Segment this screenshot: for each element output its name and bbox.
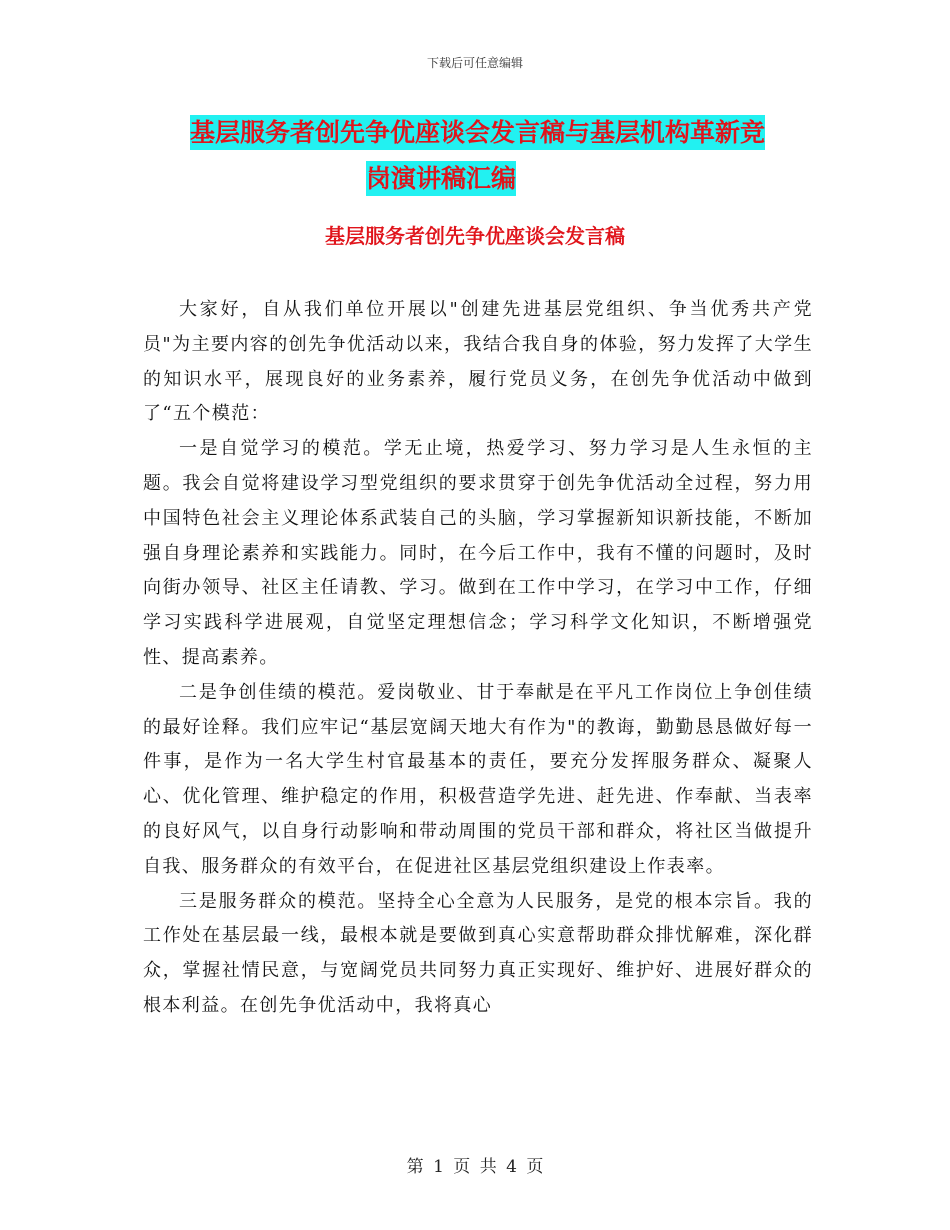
paragraph: 二是争创佳绩的模范。爱岗敬业、甘于奉献是在平凡工作岗位上争创佳绩的最好诠释。我们应牢记“基层宽阔天地大有作为"的教诲，勤勤恳恳做好每一件事，是作为一名大学生村官最基本的责任，要充分发挥服务群众、凝聚人心、优化管理、维护稳定的作用，积极营造学先进、赶先进、作奉献、当表率的良好风气，以自身行动影响和带动周围的党员干部和群众，将社区当做提升自我、服务群众的有效平台，在促进社区基层党组织建设上作表率。 bbox=[143, 681, 813, 877]
section-title: 基层服务者创先争优座谈会发言稿 bbox=[325, 224, 625, 248]
page-footer: 第 1 页 共 4 页 bbox=[406, 1157, 544, 1177]
title-line-1: 基层服务者创先争优座谈会发言稿与基层机构革新竞 bbox=[190, 115, 765, 150]
paragraph: 三是服务群众的模范。坚持全心全意为人民服务，是党的根本宗旨。我的工作处在基层最一线，最根本就是要做到真心实意帮助群众排忧解难，深化群众，掌握社情民意，与宽阔党员共同努力真正实现好、维护好、进展好群众的根本利益。在创先争优活动中，我将真心 bbox=[143, 890, 813, 1016]
header-note: 下载后可任意编辑 bbox=[426, 56, 523, 70]
paragraph: 一是自觉学习的模范。学无止境，热爱学习、努力学习是人生永恒的主题。我会自觉将建设学习型党组织的要求贯穿于创先争优活动全过程，努力用中国特色社会主义理论体系武装自己的头脑，学习掌握新知识新技能，不断加强自身理论素养和实践能力。同时，在今后工作中，我有不懂的问题时，及时向街办领导、社区主任请教、学习。做到在工作中学习，在学习中工作，仔细学习实践科学进展观，自觉坚定理想信念；学习科学文化知识，不断增强党性、提高素养。 bbox=[143, 438, 813, 668]
body-text bbox=[143, 293, 813, 1024]
paragraph: 大家好，自从我们单位开展以"创建先进基层党组织、争当优秀共产党员"为主要内容的创先争优活动以来，我结合我自身的体验，努力发挥了大学生的知识水平，展现良好的业务素养，履行党员义务，在创先争优活动中做到了“五个模范： bbox=[143, 299, 813, 425]
document-title bbox=[190, 110, 810, 202]
title-line-2: 岗演讲稿汇编 bbox=[366, 161, 516, 196]
